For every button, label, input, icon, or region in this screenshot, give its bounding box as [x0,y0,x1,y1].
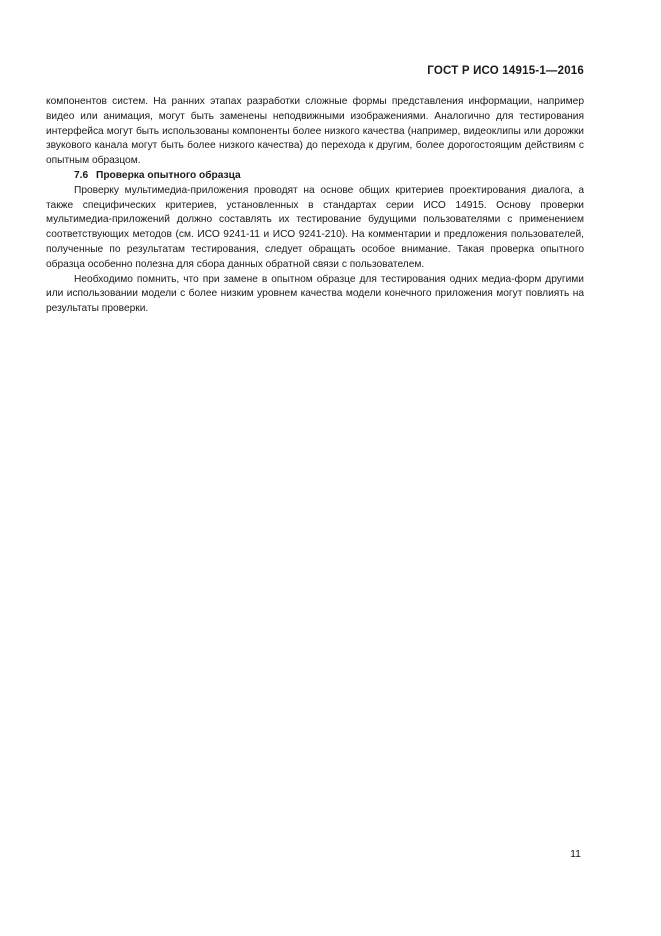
continued-paragraph: компонентов систем. На ранних этапах разработки сложные формы представления информации, например видео или анимация, могут быть заменены неподвижными изображениями. Аналогично для тестирования интерфейса могут быть использованы компоненты более низкого качества (например, видеоклипы или дорожки звукового канала могут быть более низкого качества) до перехода к другим, более дорогостоящим действиям с опытным образцом. [46,96,584,167]
document-header [427,65,584,77]
document-body [46,95,584,317]
document-id: ГОСТ Р ИСО 14915-1—2016 [427,65,584,77]
paragraph: Проверку мультимедиа-приложения проводят на основе общих критериев проектирования диалога, а также специфических критериев, установленных в стандартах серии ИСО 14915. Основу проверки мультимедиа-приложений должно составлять их тестирование будущими пользователями с применением соответствующих методов (см. ИСО 9241-11 и ИСО 9241-210). На комментарии и предложения пользователей, полученные по результатам тестирования, следует обращать особое внимание. Такая проверка опытного образца особенно полезна для сбора данных обратной связи с пользователем. [46,184,584,270]
section-number: 7.6 [74,169,89,181]
page-number: 11 [570,848,581,860]
section-heading [46,169,584,184]
section-title: Проверка опытного образца [96,169,241,181]
paragraph: Необходимо помнить, что при замене в опытном образце для тестирования одних медиа-форм другими или использовании модели с более низким уровнем качества модели конечного приложения могут повлиять на результаты проверки. [46,273,584,315]
